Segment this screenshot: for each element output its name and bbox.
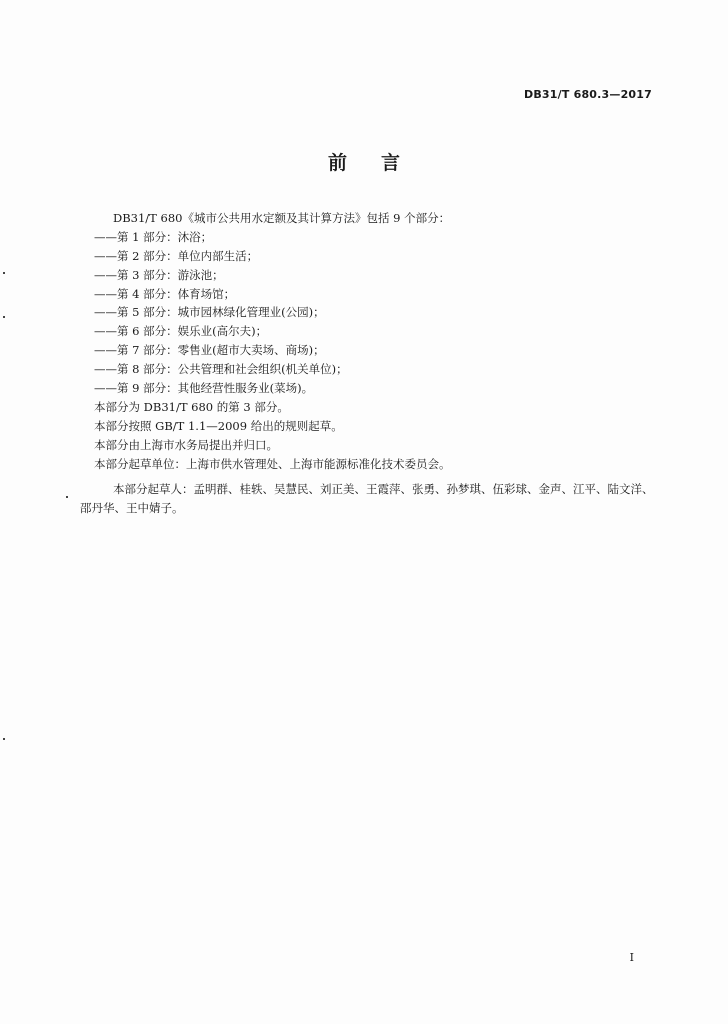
drafters-line-1: 本部分起草人：孟明群、桂轶、吴慧民、刘正美、王霞萍、张勇、孙梦琪、伍彩球、金声、江平、陆文洋、	[113, 482, 654, 496]
scan-speck-mark	[66, 496, 68, 498]
part-list-item-2: ——第 2 部分：单位内部生活；	[94, 248, 259, 263]
scan-speck-mark	[3, 738, 5, 740]
part-list-item-4: ——第 4 部分：体育场馆；	[94, 286, 236, 301]
title-char-1: 前	[327, 152, 347, 174]
part-list-item-3: ——第 3 部分：游泳池；	[94, 267, 224, 282]
standard-code: DB31/T 680.3—2017	[524, 88, 652, 101]
part-list-item-7: ——第 7 部分：零售业(超市大卖场、商场)；	[94, 343, 325, 358]
scan-speck-mark	[3, 272, 5, 274]
part-list-item-8: ——第 8 部分：公共管理和社会组织(机关单位)；	[94, 362, 348, 377]
preface-body	[94, 209, 664, 473]
title-char-2: 言	[381, 152, 401, 174]
part-statement: 本部分为 DB31/T 680 的第 3 部分。	[94, 399, 289, 414]
part-list-item-5: ——第 5 部分：城市园林绿化管理业(公园)；	[94, 305, 325, 320]
scan-speck-mark	[3, 316, 5, 318]
page-title	[0, 148, 728, 175]
proposer-statement: 本部分由上海市水务局提出并归口。	[94, 437, 278, 452]
part-list-item-6: ——第 6 部分：娱乐业(高尔夫)；	[94, 324, 268, 339]
part-list-item-1: ——第 1 部分：沐浴；	[94, 229, 213, 244]
page-number: I	[629, 951, 634, 964]
drafting-rules-statement: 本部分按照 GB/T 1.1—2009 给出的规则起草。	[94, 418, 343, 433]
drafters-line-2: 邵丹华、王中婧子。	[80, 500, 184, 515]
drafters-paragraph	[80, 480, 666, 518]
part-list-item-9: ——第 9 部分：其他经营性服务业(菜场)。	[94, 381, 314, 396]
preface-intro-line: DB31/T 680《城市公共用水定额及其计算方法》包括 9 个部分：	[113, 211, 451, 225]
drafting-units-statement: 本部分起草单位：上海市供水管理处、上海市能源标准化技术委员会。	[94, 456, 451, 471]
